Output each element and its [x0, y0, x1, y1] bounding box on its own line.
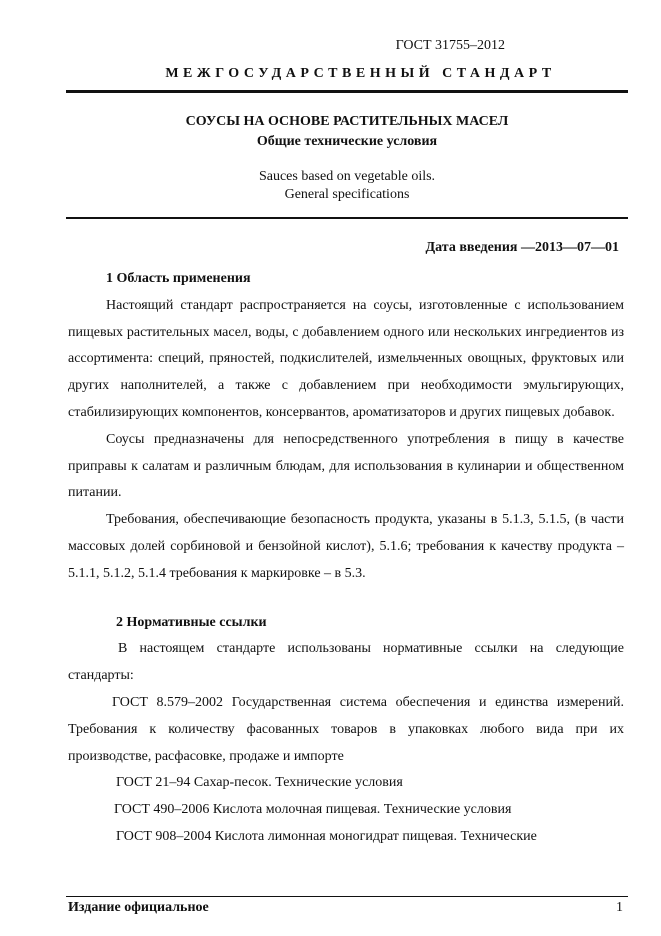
- section-2-intro: В настоящем стандарте использованы нормативные ссылки на следующие стандарты:: [68, 641, 624, 684]
- normative-reference: ГОСТ 908–2004 Кислота лимонная моногидрат пищевая. Технические: [116, 828, 537, 844]
- section-1-paragraph: Соусы предназначены для непосредственного употребления в пищу в качестве приправы к салатам и различным блюдам, для использования в кулинарии и общественном питании.: [68, 431, 624, 501]
- section-2-heading: 2 Нормативные ссылки: [116, 614, 267, 630]
- document-code: ГОСТ 31755–2012: [395, 38, 505, 53]
- introduction-date: Дата введения —2013—07—01: [425, 240, 619, 255]
- subtitle-english: General specifications: [284, 187, 410, 202]
- section-1-heading: 1 Область применения: [106, 271, 251, 286]
- document-body: [68, 266, 624, 851]
- section-1-paragraph: Требования, обеспечивающие безопасность продукта, указаны в 5.1.3, 5.1.5, (в части массовых долей сорбиновой и бензойной кислот), 5.1.6; требования к качеству продукта – 5.1.1, 5.1.2, 5.1.4 требования к маркировке – в 5.3.: [68, 512, 624, 581]
- title-block: [66, 112, 628, 204]
- section-gap: [68, 588, 624, 610]
- top-rule: [66, 90, 628, 93]
- subtitle-russian: Общие технические условия: [256, 134, 438, 149]
- page-number: 1: [616, 900, 623, 915]
- normative-reference: ГОСТ 8.579–2002 Государственная система обеспечения и единства измерений. Требования к количеству фасованных товаров в упаковках любого вида при их производстве, расфасовке, продаже и импорте: [68, 694, 624, 764]
- normative-reference: ГОСТ 490–2006 Кислота молочная пищевая. Технические условия: [114, 802, 512, 818]
- normative-reference: ГОСТ 21–94 Сахар-песок. Технические условия: [116, 775, 403, 791]
- title-russian: СОУСЫ НА ОСНОВЕ РАСТИТЕЛЬНЫХ МАСЕЛ: [185, 114, 509, 129]
- standard-type-heading: МЕЖГОСУДАРСТВЕННЫЙ СТАНДАРТ: [165, 66, 556, 81]
- footer-rule: [66, 896, 628, 897]
- section-1-paragraph: Настоящий стандарт распространяется на соусы, изготовленные с использованием пищевых растительных масел, воды, с добавлением одного или нескольких ингредиентов из ассортимента: специй, пряностей, подкислителей, измельченных овощных, фруктовых или других наполнителей, а также с добавлением при необходимости эмульгирующих, стабилизирующих компонентов, консервантов, ароматизаторов и других пищевых добавок.: [68, 297, 624, 420]
- middle-rule: [66, 217, 628, 219]
- edition-label: Издание официальное: [68, 900, 209, 915]
- title-english: Sauces based on vegetable oils.: [258, 169, 436, 184]
